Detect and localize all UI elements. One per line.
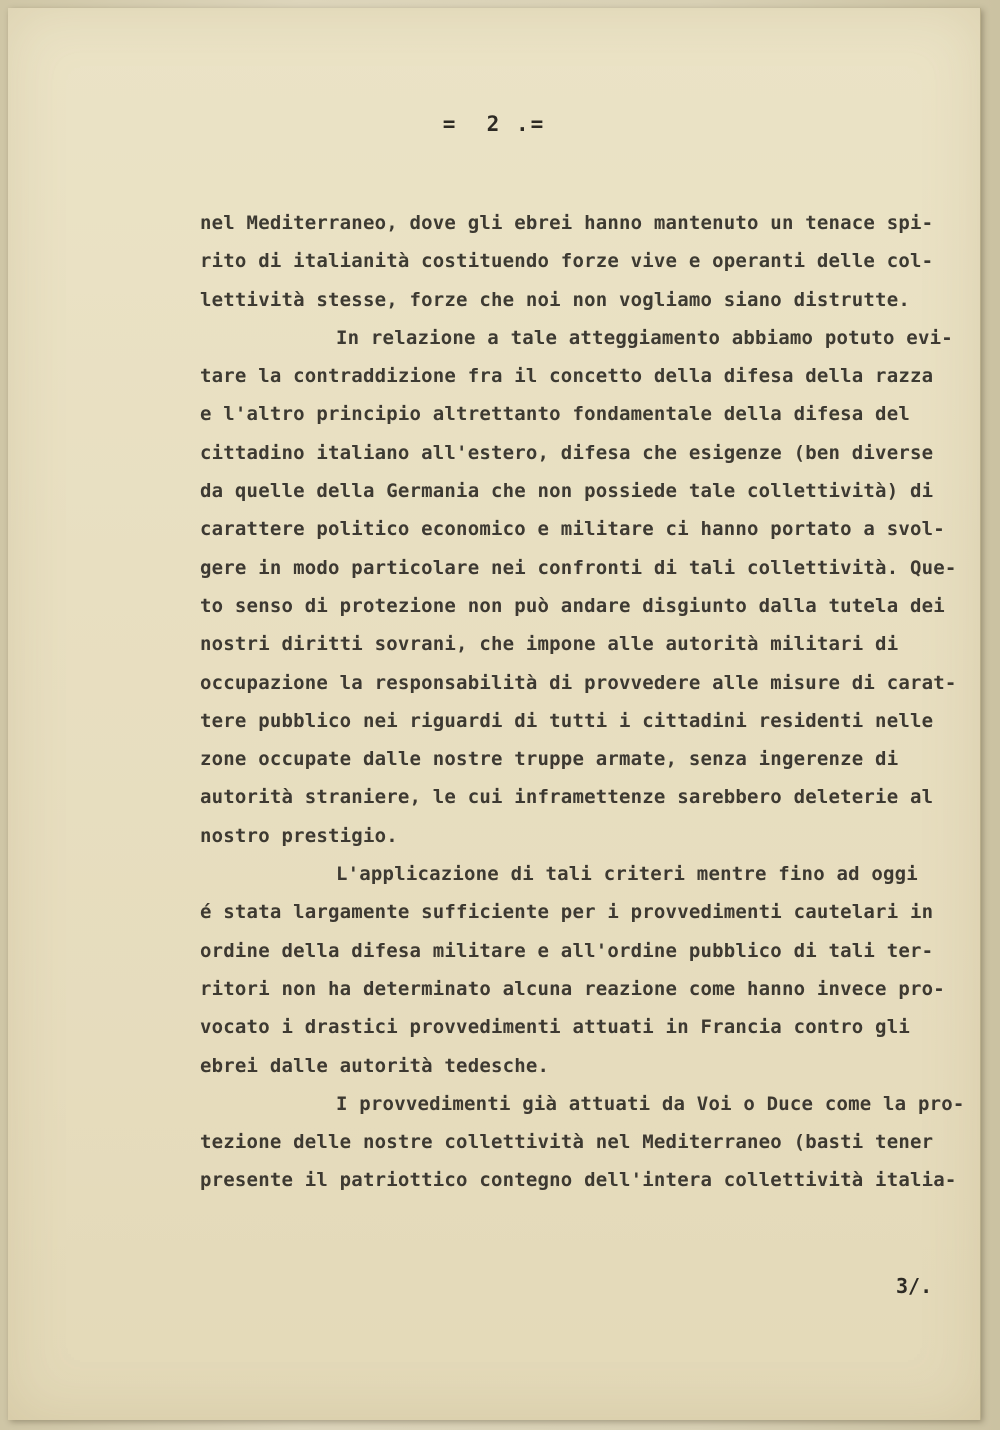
text-line: nostri diritti sovrani, che impone alle autorità militari di: [200, 633, 899, 656]
text-line: tere pubblico nei riguardi di tutti i cittadini residenti nelle: [200, 709, 934, 732]
text-line: nostro prestigio.: [200, 824, 398, 847]
text-line: é stata largamente sufficiente per i provvedimenti cautelari in: [200, 901, 934, 924]
paragraph-start-line: I provvedimenti già attuati da Voi o Duce come la pro-: [336, 1092, 965, 1115]
next-page-reference: 3/.: [896, 1274, 933, 1298]
typewritten-page: [8, 8, 981, 1420]
text-line: ritori non ha determinato alcuna reazione come hanno invece pro-: [200, 977, 945, 1000]
text-line: e l'altro principio altrettanto fondamentale della difesa del: [200, 403, 910, 426]
text-line: tare la contraddizione fra il concetto della difesa della razza: [200, 365, 934, 388]
body-text: [200, 204, 990, 1200]
text-line: gere in modo particolare nei confronti di tali collettività. Que-: [200, 556, 957, 579]
text-line: da quelle della Germania che non possiede tale collettività) di: [200, 480, 934, 503]
text-line: autorità straniere, le cui inframettenze sarebbero deleterie al: [200, 786, 934, 809]
text-line: nel Mediterraneo, dove gli ebrei hanno mantenuto un tenace spi-: [200, 212, 934, 234]
paragraph-start-line: In relazione a tale atteggiamento abbiamo potuto evi-: [336, 326, 953, 349]
text-line: vocato i drastici provvedimenti attuati in Francia contro gli: [200, 1016, 910, 1039]
text-line: tezione delle nostre collettività nel Mediterraneo (basti tener: [200, 1131, 934, 1154]
text-line: lettività stesse, forze che noi non vogliamo siano distrutte.: [200, 288, 910, 311]
text-line: rito di italianità costituendo forze vive e operanti delle col-: [200, 250, 934, 273]
text-line: ebrei dalle autorità tedesche.: [200, 1054, 550, 1077]
text-line: to senso di protezione non può andare disgiunto dalla tutela dei: [200, 594, 945, 617]
text-line: presente il patriottico contegno dell'intera collettività italia-: [200, 1169, 957, 1192]
paragraph-start-line: L'applicazione di tali criteri mentre fino ad oggi: [336, 863, 918, 886]
page-number: = 2 .=: [442, 112, 546, 136]
text-line: ordine della difesa militare e all'ordine pubblico di tali ter-: [200, 939, 934, 962]
text-line: occupazione la responsabilità di provvedere alle misure di carat-: [200, 671, 957, 694]
text-line: zone occupate dalle nostre truppe armate, senza ingerenze di: [200, 748, 899, 771]
text-line: carattere politico economico e militare ci hanno portato a svol-: [200, 518, 945, 541]
text-line: cittadino italiano all'estero, difesa che esigenze (ben diverse: [200, 441, 934, 464]
